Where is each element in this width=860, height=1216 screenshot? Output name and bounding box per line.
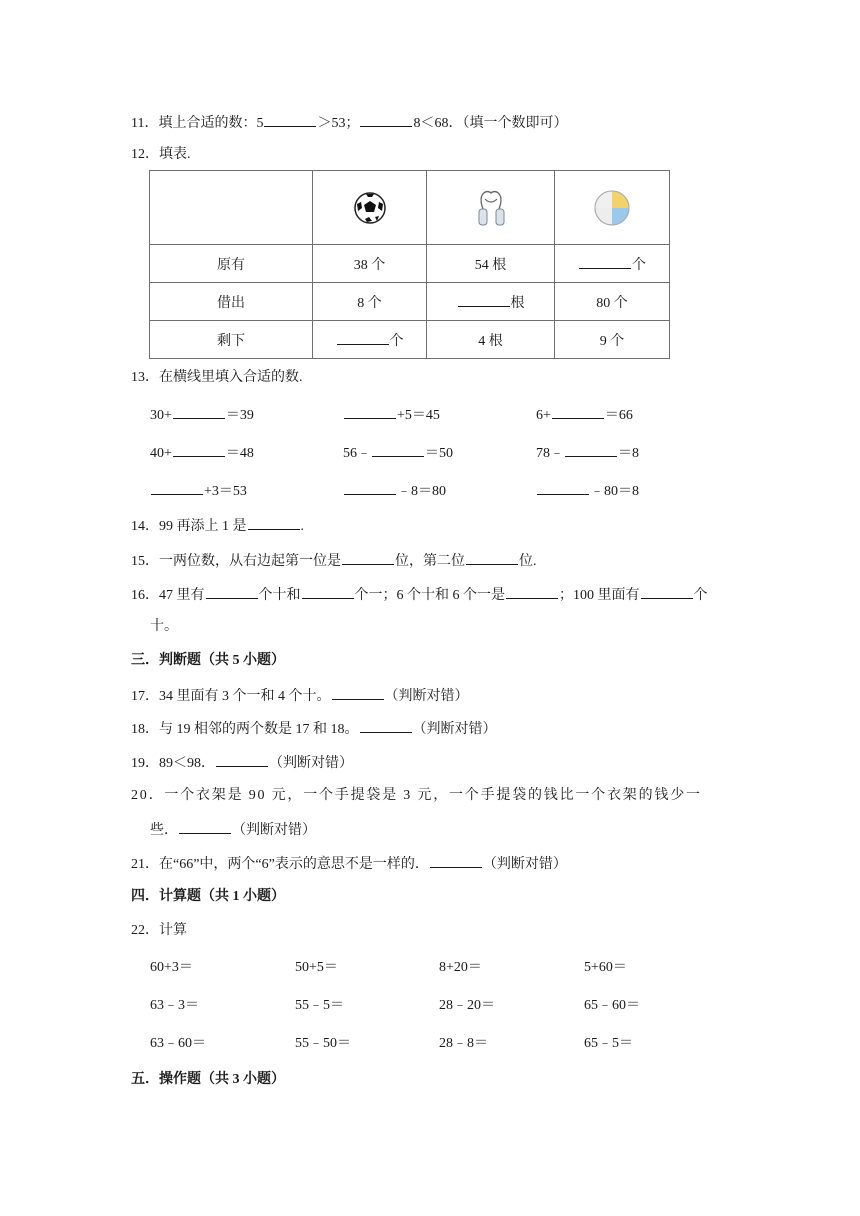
question-12: 12．填表. <box>131 147 191 162</box>
question-22: 22．计算 <box>131 923 187 938</box>
answer-blank[interactable] <box>264 112 316 127</box>
question-number: 11． <box>131 116 159 131</box>
section-heading-judgement: 三．判断题（共 5 小题） <box>131 653 285 668</box>
table-row: 原有 38 个 54 根 个 <box>150 245 670 283</box>
answer-blank[interactable] <box>248 515 300 530</box>
calc-item: 65﹣60＝ <box>584 998 640 1013</box>
soccer-ball-icon <box>353 191 387 225</box>
calc-item: 8+20＝ <box>439 960 482 975</box>
equation: +3＝53 <box>150 480 247 502</box>
beach-ball-icon <box>592 188 632 228</box>
equation: 30+ ＝39 <box>150 404 254 426</box>
calc-item: 55﹣5＝ <box>295 998 344 1013</box>
calc-item: 63﹣3＝ <box>150 998 199 1013</box>
question-15: 15．一两位数，从右边起第一位是 位，第二位 位. <box>131 550 537 572</box>
calc-item: 55﹣50＝ <box>295 1036 351 1051</box>
answer-blank[interactable] <box>466 550 518 565</box>
question-17: 17．34 里面有 3 个一和 4 个十。 （判断对错） <box>131 685 469 707</box>
question-11: 11．填上合适的数：5 ＞53； 8＜68．（填一个数即可） <box>131 112 567 134</box>
table-header-empty <box>150 171 313 245</box>
fill-table <box>149 170 670 359</box>
question-21: 21．在“66”中，两个“6”表示的意思不是一样的． （判断对错） <box>131 853 567 875</box>
calc-item: 5+60＝ <box>584 960 627 975</box>
equation: 56﹣ ＝50 <box>343 442 453 464</box>
equation: 78﹣ ＝8 <box>536 442 639 464</box>
section-heading-calculation: 四．计算题（共 1 小题） <box>131 889 285 904</box>
answer-blank[interactable] <box>337 330 389 345</box>
question-19: 19．89＜98． （判断对错） <box>131 752 353 774</box>
equation: ﹣80＝8 <box>536 480 639 502</box>
equation: 6+ ＝66 <box>536 404 633 426</box>
jump-rope-icon <box>463 187 519 229</box>
calc-item: 60+3＝ <box>150 960 193 975</box>
answer-blank[interactable] <box>342 550 394 565</box>
calc-item: 63﹣60＝ <box>150 1036 206 1051</box>
calc-item: 65﹣5＝ <box>584 1036 633 1051</box>
calc-item: 50+5＝ <box>295 960 338 975</box>
question-16-continued: 十。 <box>150 619 178 634</box>
table-header-soccer <box>313 171 427 245</box>
question-18: 18．与 19 相邻的两个数是 17 和 18。 （判断对错） <box>131 718 497 740</box>
table-row: 借出 8 个 根 80 个 <box>150 283 670 321</box>
question-14: 14．99 再添上 1 是 . <box>131 515 304 537</box>
question-20-continued: 些． （判断对错） <box>150 819 316 841</box>
section-heading-operation: 五．操作题（共 3 小题） <box>131 1072 285 1087</box>
question-20: 20．一个衣架是 90 元，一个手提袋是 3 元，一个手提袋的钱比一个衣架的钱少一 <box>131 788 702 803</box>
question-16: 16．47 里有 个十和 个一；6 个十和 6 个一是 ；100 里面有 个 <box>131 584 708 606</box>
calc-item: 28﹣8＝ <box>439 1036 488 1051</box>
equation: ﹣8＝80 <box>343 480 446 502</box>
answer-blank[interactable] <box>360 112 412 127</box>
answer-blank[interactable] <box>579 254 631 269</box>
equation: +5＝45 <box>343 404 440 426</box>
question-13: 13．在横线里填入合适的数. <box>131 370 303 385</box>
table-row: 剩下 个 4 根 9 个 <box>150 321 670 359</box>
table-header-rope <box>427 171 555 245</box>
answer-blank[interactable] <box>458 292 510 307</box>
table-header-ball <box>555 171 670 245</box>
equation: 40+ ＝48 <box>150 442 254 464</box>
calc-item: 28﹣20＝ <box>439 998 495 1013</box>
